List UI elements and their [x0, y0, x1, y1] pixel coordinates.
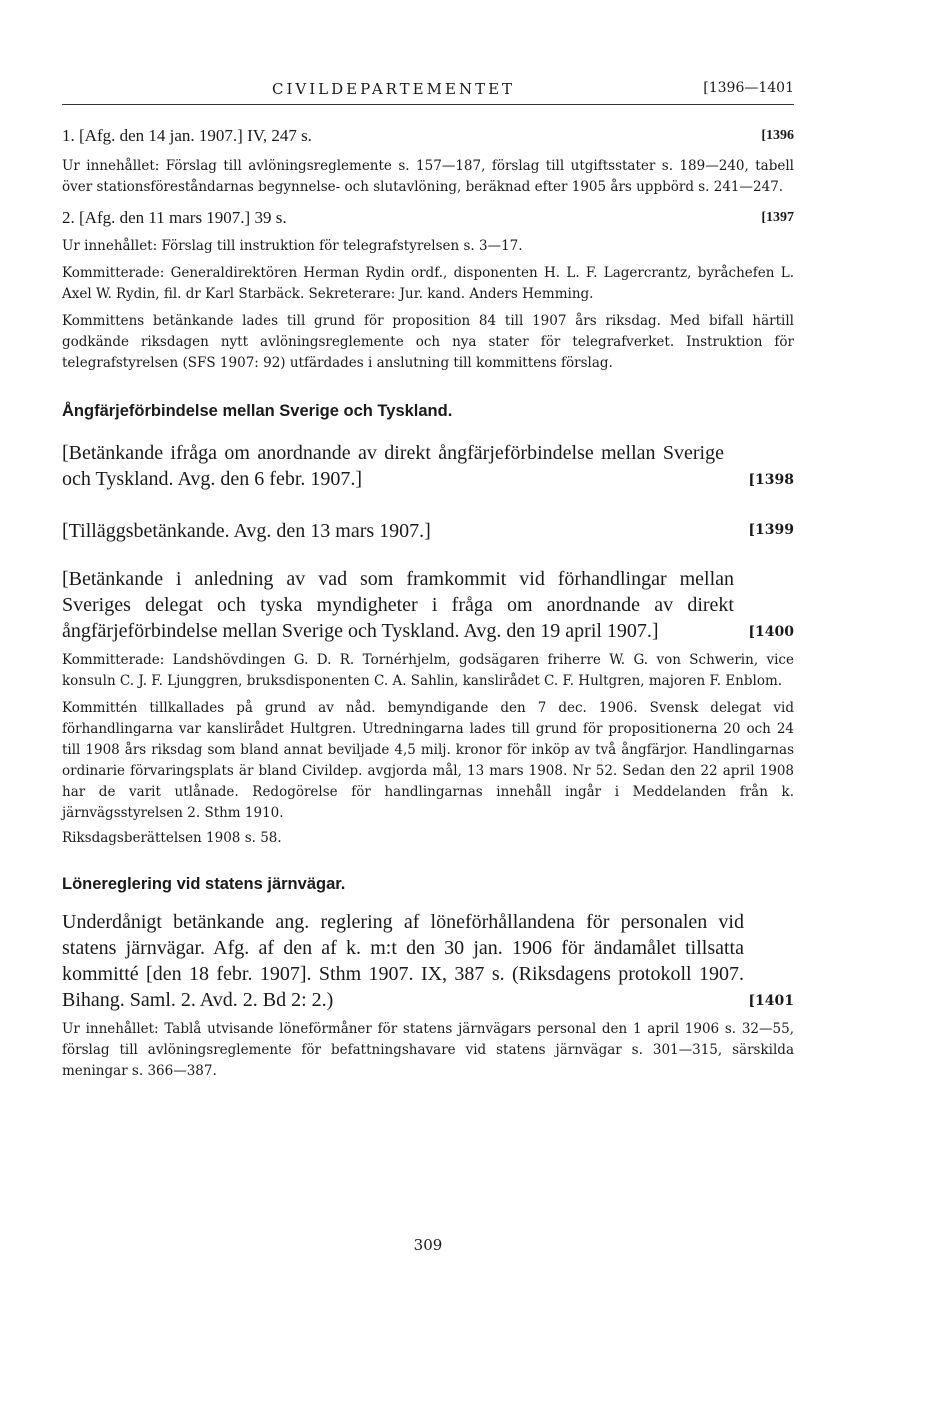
entry-1401	[62, 909, 794, 1013]
entry-1398-number: [1398	[748, 472, 794, 488]
entry-1396-line: 1. [Afg. den 14 jan. 1907.] IV, 247 s.	[62, 126, 312, 145]
header-range: [1396—1401	[703, 80, 794, 96]
entry-1397-line: 2. [Afg. den 11 mars 1907.] 39 s.	[62, 208, 287, 227]
entry-1401-number: [1401	[748, 993, 794, 1009]
entry-1401-contents: Ur innehållet: Tablå utvisande löneförmåner för statens järnvägars personal den 1 april 1906 s. 32—55, förslag till avlöningsreglemente för befattningshavare vid statens järnvägar s. 301—315, särskilda meningar s. 366—387.	[62, 1021, 794, 1079]
entry-1399	[62, 518, 794, 544]
entry-1397-title	[62, 206, 794, 230]
entry-1401-text: Underdånigt betänkande ang. reglering af löneförhållandena för personalen vid statens järnvägar. Afg. af den af k. m:t den 30 jan. 1906 för ändamålet tillsatta kommitté [den 18 febr. 1907]. Sthm 1907. IX, 387 s. (Riksdagens protokoll 1907. Bihang. Saml. 2. Avd. 2. Bd 2: 2.)	[62, 911, 744, 1011]
entry-1396-title	[62, 124, 794, 148]
entry-1399-text: [Tilläggsbetänkande. Avg. den 13 mars 1907.]	[62, 520, 431, 542]
page-content	[62, 124, 794, 1082]
entry-1400-number: [1400	[748, 624, 794, 640]
entry-1400-text: [Betänkande i anledning av vad som framkommit vid förhandlingar mellan Sveriges delegat och tyska myndigheter i fråga om anordnande av direkt ångfärjeförbindelse mellan Sverige och Tyskland. Avg. den 19 april 1907.]	[62, 568, 734, 642]
running-header	[62, 80, 794, 100]
section-heading-railway: Lönereglering vid statens järnvägar.	[62, 875, 346, 893]
entry-1400-note: Kommittén tillkallades på grund av nåd. bemyndigande den 7 dec. 1906. Svensk delegat vid förhandlingarna var kanslirådet Hultgren. Utredningarna lades till grund för propositionerna 20 och 24 till 1908 års riksdag som bland annat beviljade 4,5 milj. kronor för inköp av två ångfärjor. Handlingarnas ordinarie förvaringsplats är bland Civildep. avgjorda mål, 13 mars 1908. Nr 52. Sedan den 22 april 1908 har de varit utlånade. Redogörelse för handlingarnas innehåll ingår i Meddelanden från k. järnvägsstyrelsen 2. Sthm 1910.	[62, 700, 794, 821]
entry-1397-committee: Kommitterade: Generaldirektören Herman Rydin ordf., disponenten H. L. F. Lagercrantz, byråchefen L. Axel W. Rydin, fil. dr Karl Starbäck. Sekreterare: Jur. kand. Anders Hemming.	[62, 265, 794, 302]
entry-1397-number: [1397	[761, 210, 794, 225]
entry-1396-contents: Ur innehållet: Förslag till avlöningsreglemente s. 157—187, förslag till utgiftsstater s. 189—240, tabell över stationsföreståndarnas begynnelse- och slutavlöning, beräknad efter 1905 års uppbörd s. 241—247.	[62, 158, 794, 195]
entry-1397-contents: Ur innehållet: Förslag till instruktion för telegrafstyrelsen s. 3—17.	[62, 238, 523, 254]
header-rule	[62, 104, 794, 105]
entry-1398-text: [Betänkande ifråga om anordnande av direkt ångfärjeförbindelse mellan Sverige och Tyskland. Avg. den 6 febr. 1907.]	[62, 442, 724, 490]
page-number: 309	[413, 1236, 443, 1254]
entry-1398	[62, 440, 794, 492]
entry-1400	[62, 566, 794, 644]
entry-1399-number: [1399	[748, 522, 794, 538]
section-heading-ferry: Ångfärjeförbindelse mellan Sverige och Tyskland.	[62, 402, 453, 420]
entry-1397-note: Kommittens betänkande lades till grund för proposition 84 till 1907 års riksdag. Med bifall härtill godkände riksdagen nytt avlöningsreglemente och nya stater för telegrafverket. Instruktion för telegrafstyrelsen (SFS 1907: 92) utfärdades i anslutning till kommittens förslag.	[62, 313, 794, 371]
header-title: CIVILDEPARTEMENTET	[272, 80, 516, 98]
entry-1400-reference: Riksdagsberättelsen 1908 s. 58.	[62, 830, 282, 846]
entry-1400-committee: Kommitterade: Landshövdingen G. D. R. Tornérhjelm, godsägaren friherre W. G. von Schwerin, vice konsuln C. J. F. Ljunggren, bruksdisponenten C. A. Sahlin, kanslirådet C. F. Hultgren, majoren F. Enblom.	[62, 652, 794, 689]
entry-1396-number: [1396	[761, 128, 794, 143]
